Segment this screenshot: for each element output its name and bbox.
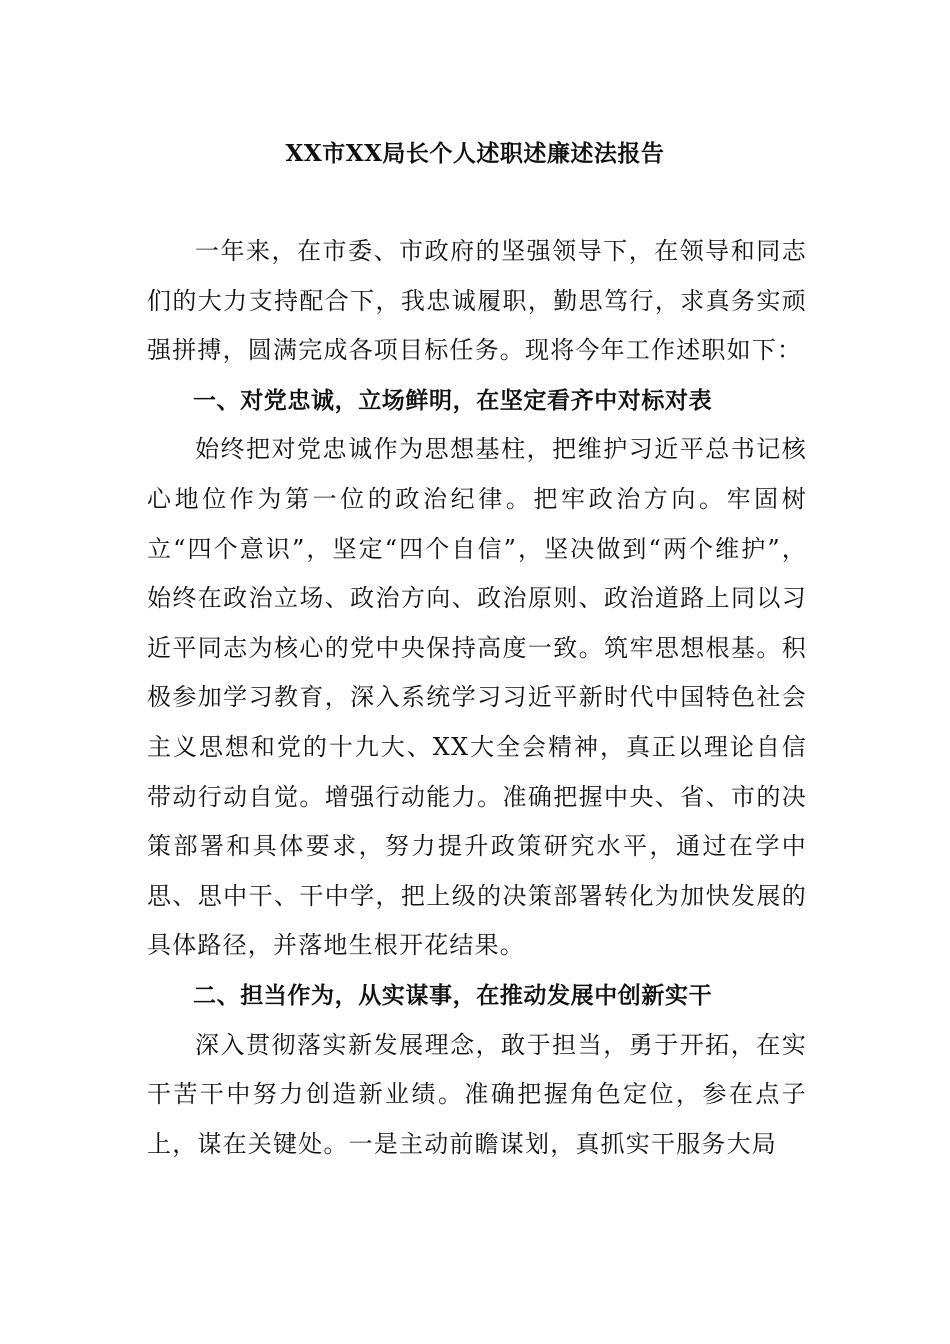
section-paragraph-2: 深入贯彻落实新发展理念，敢于担当，勇于开拓，在实干苦干中努力创造新业绩。准确把握角色定位，参在点子上，谋在关键处。一是主动前瞻谋划，真抓实干服务大局 — [147, 1030, 807, 1158]
document-body — [147, 227, 807, 1169]
section-heading-2: 二、担当作为，从实谋事，在推动发展中创新实干 — [193, 981, 713, 1009]
section-paragraph-1: 始终把对党忠诚作为思想基柱，把维护习近平总书记核心地位作为第一位的政治纪律。把牢政治方向。牢固树立“四个意识”，坚定“四个自信”，坚决做到“两个维护”，始终在政治立场、政治方向、政治原则、政治道路上同以习近平同志为核心的党中央保持高度一致。筑牢思想根基。积极参加学习教育，深入系统学习习近平新时代中国特色社会主义思想和党的十九大、XX大全会精神，真正以理论自信带动行动自觉。增强行动能力。准确把握中央、省、市的决策部署和具体要求，努力提升政策研究水平，通过在学中思、思中干、干中学，把上级的决策部署转化为加快发展的具体路径，并落地生根开花结果。 — [147, 435, 807, 960]
intro-paragraph: 一年来，在市委、市政府的坚强领导下，在领导和同志们的大力支持配合下，我忠诚履职，勤思笃行，求真务实顽强拼搏，圆满完成各项目标任务。现将今年工作述职如下： — [147, 237, 807, 365]
section-heading-1: 一、对党忠诚，立场鲜明，在坚定看齐中对标对表 — [193, 386, 713, 414]
document-title: XX市XX局长个人述职述廉述法报告 — [285, 140, 665, 167]
